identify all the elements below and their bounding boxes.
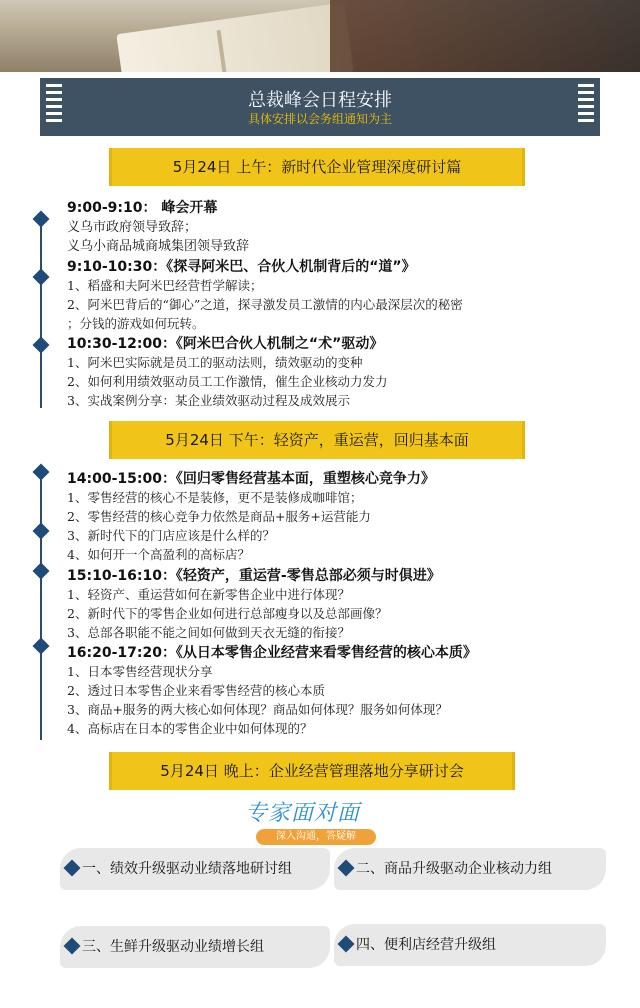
agenda-item: 2、透过日本零售企业来看零售经营的核心本质 [67, 683, 325, 698]
page-subtitle: 具体安排以会务组通知为主 [247, 112, 392, 126]
timeline-marker [33, 269, 50, 286]
session-heading: 9:10-10:30：《探寻阿米巴、合伙人机制背后的“道”》 [67, 259, 416, 275]
session-heading: 9:00-9:10： 峰会开幕 [67, 200, 218, 216]
group-label: 三、生鲜升级驱动业绩增长组 [82, 939, 264, 955]
agenda-item: 4、高标店在日本的零售企业中如何体现的？ [67, 721, 313, 736]
agenda-item: 2、阿米巴背后的“御心”之道，探寻激发员工激情的内心最深层次的秘密 [67, 297, 463, 312]
open-book-image [116, 2, 354, 72]
group-card [60, 926, 330, 968]
agenda-item: 3、商品+服务的两大核心如何体现？商品如何体现？服务如何体现？ [67, 702, 448, 717]
agenda-item: ；分钱的游戏如何玩转。 [67, 316, 205, 331]
agenda-item: 1、稻盛和夫阿米巴经营哲学解读； [67, 278, 263, 293]
page-title: 总裁峰会日程安排 [248, 90, 392, 111]
session-text: 义乌小商品城商城集团领导致辞 [67, 239, 250, 254]
title-band [40, 78, 600, 136]
agenda-item: 1、日本零售经营现状分享 [67, 664, 213, 679]
diamond-bullet-icon [338, 860, 355, 877]
agenda-item: 3、实战案例分享：某企业绩效驱动过程及成效展示 [67, 393, 350, 408]
agenda-item: 1、零售经营的核心不是装修，更不是装修成咖啡馆； [67, 490, 363, 505]
timeline-marker [33, 464, 50, 481]
reader-image [330, 0, 640, 72]
timeline-marker [33, 638, 50, 655]
group-label: 二、商品升级驱动企业核动力组 [356, 861, 552, 877]
diamond-bullet-icon [64, 938, 81, 955]
session-banner-afternoon: 5月24日 下午：轻资产，重运营，回归基本面 [112, 421, 522, 459]
hero-photo [0, 0, 640, 72]
session-heading: 16:20-17:20：《从日本零售企业经营来看零售经营的核心本质》 [67, 645, 477, 661]
session-heading: 15:10-16:10：《轻资产，重运营-零售总部必须与时俱进》 [67, 568, 441, 584]
group-card [334, 848, 606, 890]
group-label: 一、绩效升级驱动业绩落地研讨组 [82, 861, 292, 877]
timeline-marker [33, 211, 50, 228]
group-card [334, 924, 606, 966]
session-heading: 14:00-15:00：《回归零售经营基本面，重塑核心竞争力》 [67, 471, 435, 487]
agenda-item: 2、零售经营的核心竞争力依然是商品+服务+运营能力 [67, 509, 371, 524]
agenda-item: 3、新时代下的门店应该是什么样的？ [67, 528, 275, 543]
agenda-item: 1、阿米巴实际就是员工的驱动法则，绩效驱动的变种 [67, 355, 363, 370]
session-heading: 10:30-12:00：《阿米巴合伙人机制之“术”驱动》 [67, 336, 384, 352]
timeline-marker [33, 523, 50, 540]
group-label: 四、便利店经营升级组 [356, 937, 496, 953]
session-text: 义乌市政府领导致辞； [67, 220, 198, 235]
agenda-item: 3、总部各职能不能之间如何做到天衣无缝的衔接？ [67, 625, 350, 640]
expert-tagline: 深入沟通，答疑解 [256, 829, 376, 845]
group-card [60, 848, 330, 890]
agenda-item: 4、如何开一个高盈利的高标店？ [67, 547, 250, 562]
timeline-line-afternoon [40, 470, 42, 740]
diamond-bullet-icon [338, 936, 355, 953]
agenda-item: 2、新时代下的零售企业如何进行总部瘦身以及总部画像？ [67, 606, 388, 621]
expert-title: 专家面对面 [245, 801, 361, 826]
diamond-bullet-icon [64, 860, 81, 877]
agenda-item: 2、如何利用绩效驱动员工工作激情，催生企业核动力发力 [67, 374, 388, 389]
agenda-item: 1、轻资产、重运营如何在新零售企业中进行体现？ [67, 587, 350, 602]
session-banner-morning: 5月24日 上午：新时代企业管理深度研讨篇 [112, 148, 522, 186]
timeline-marker [33, 563, 50, 580]
timeline-marker [33, 337, 50, 354]
session-banner-evening: 5月24日 晚上：企业经营管理落地分享研讨会 [112, 752, 512, 790]
timeline-line-morning [40, 218, 42, 408]
